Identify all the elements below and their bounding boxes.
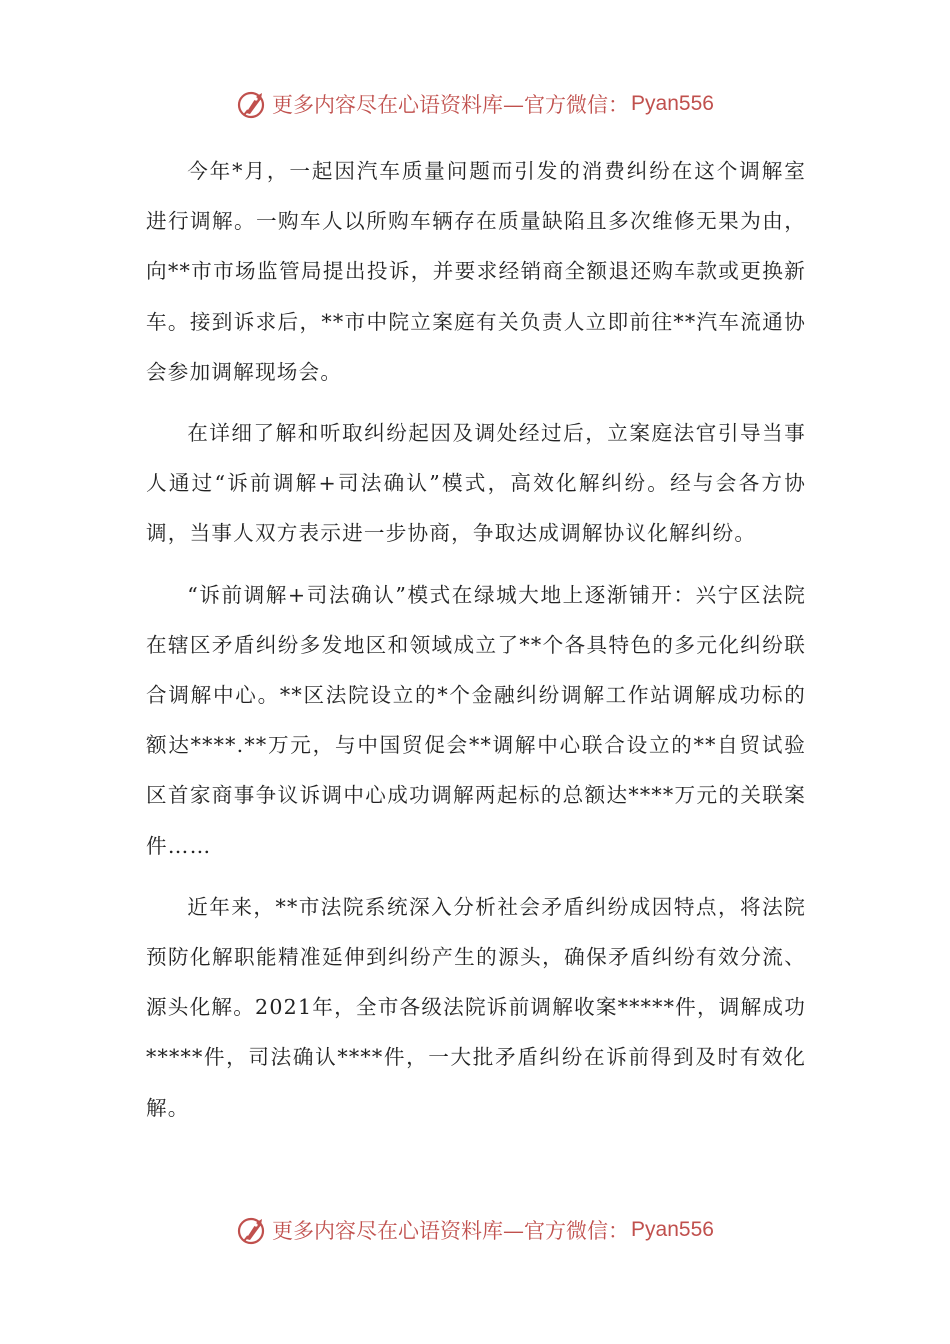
- footer-watermark: [0, 1210, 950, 1250]
- footer-account-text: Pyan556: [631, 1218, 714, 1241]
- paragraph-1: 今年*月，一起因汽车质量问题而引发的消费纠纷在这个调解室进行调解。一购车人以所购车辆存在质量缺陷且多次维修无果为由，向**市市场监管局提出投诉，并要求经销商全额退还购车款或更换新车。接到诉求后，**市中院立案庭有关负责人立即前往**汽车流通协会参加调解现场会。: [146, 159, 806, 384]
- footer-brand-text: 更多内容尽在心语资料库—官方微信：: [272, 1219, 630, 1243]
- pen-nib-logo-icon: [236, 1213, 270, 1247]
- paragraph-2: 在详细了解和听取纠纷起因及调处经过后，立案庭法官引导当事人通过“诉前调解+司法确认”模式，高效化解纠纷。经与会各方协调，当事人双方表示进一步协商，争取达成调解协议化解纠纷。: [146, 421, 806, 546]
- header-brand-text: 更多内容尽在心语资料库—官方微信：: [272, 93, 630, 117]
- pen-nib-logo-icon: [236, 87, 270, 121]
- document-body: [146, 146, 806, 1144]
- paragraph-4: 近年来，**市法院系统深入分析社会矛盾纠纷成因特点，将法院预防化解职能精准延伸到纠纷产生的源头，确保矛盾纠纷有效分流、源头化解。2021年，全市各级法院诉前调解收案*****件，调解成功*****件，司法确认****件，一大批矛盾纠纷在诉前得到及时有效化解。: [146, 894, 806, 1120]
- header-watermark: [0, 84, 950, 124]
- header-account-text: Pyan556: [631, 92, 714, 115]
- paragraph-3: “诉前调解+司法确认”模式在绿城大地上逐渐铺开：兴宁区法院在辖区矛盾纠纷多发地区和领域成立了**个各具特色的多元化纠纷联合调解中心。**区法院设立的*个金融纠纷调解工作站调解成功标的额达****.**万元，与中国贸促会**调解中心联合设立的**自贸试验区首家商事争议诉调中心成功调解两起标的总额达****万元的关联案件……: [146, 582, 806, 858]
